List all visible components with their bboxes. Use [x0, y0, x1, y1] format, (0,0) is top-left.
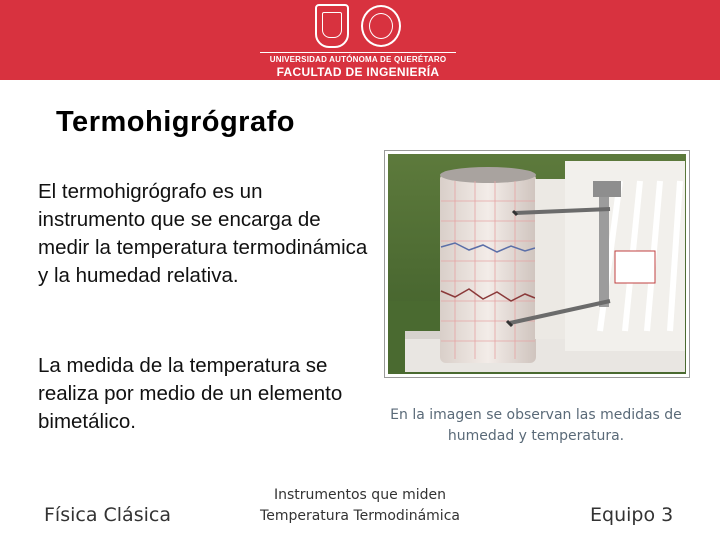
faculty-name: FACULTAD DE INGENIERÍA: [276, 65, 440, 79]
thermohygrograph-image: [385, 151, 689, 377]
thermohygrograph-photo: [384, 150, 690, 378]
header-banner: [0, 0, 720, 80]
university-logo: [258, 2, 458, 78]
body-paragraph-definition: El termohigrógrafo es un instrumento que se encarga de medir la temperatura termodinámica y la humedad relativa.: [38, 180, 368, 287]
slide-title: Termohigrógrafo: [56, 106, 295, 138]
faculty-seal-icon: [361, 5, 401, 47]
footer-team: Equipo 3: [590, 504, 674, 526]
image-caption: En la imagen se observan las medidas de humedad y temperatura.: [390, 407, 682, 444]
footer-topic: Instrumentos que miden Temperatura Termodinámica: [260, 487, 460, 524]
footer-course: Física Clásica: [44, 504, 171, 526]
logo-divider: [260, 52, 456, 53]
body-paragraph-measurement: La medida de la temperatura se realiza por medio de un elemento bimetálico.: [38, 354, 343, 433]
university-crest-icon: [315, 4, 349, 48]
university-name: UNIVERSIDAD AUTÓNOMA DE QUERÉTARO: [269, 55, 447, 64]
